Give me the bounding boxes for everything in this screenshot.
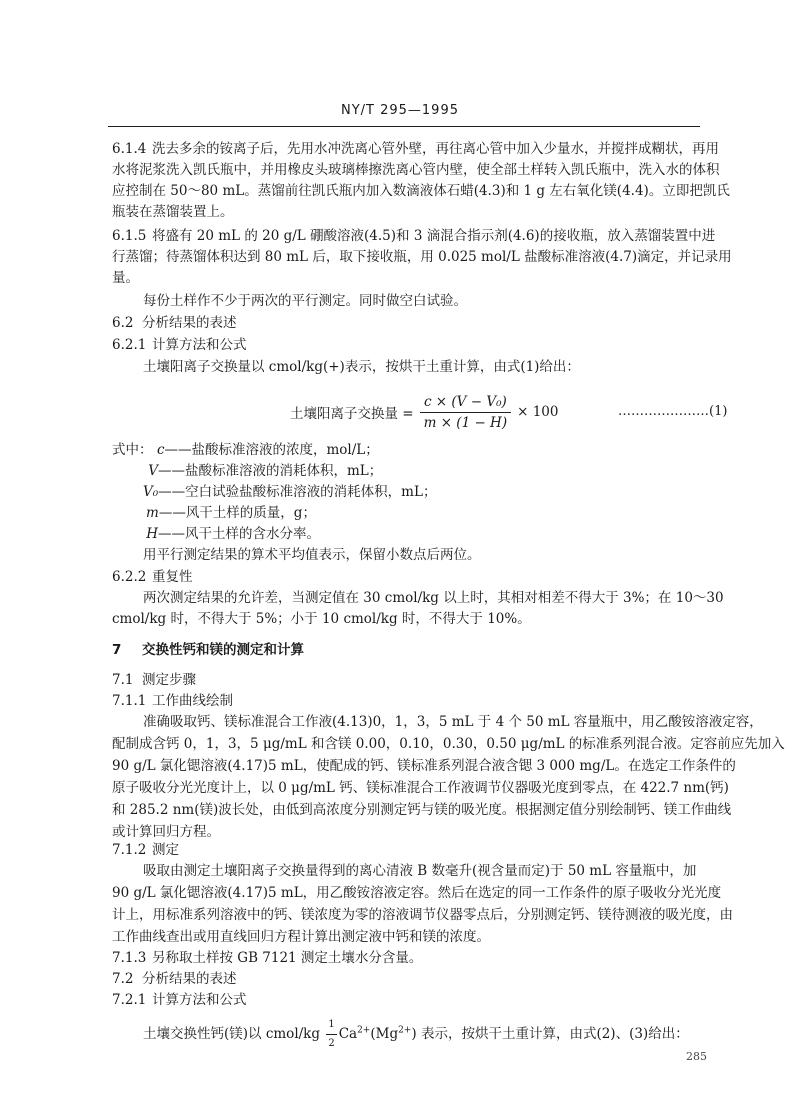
section-7-1-3 (112, 949, 422, 967)
section-7-heading (112, 641, 304, 659)
section-title: 计算方法和公式 (152, 992, 247, 1008)
para-7-1-1-line5: 和 285.2 nm(镁)波长处，由低到高浓度分别测定钙与镁的吸光度。根据测定值分别绘制钙、镁工作曲线 (112, 802, 732, 818)
def-text: ——盐酸标准溶液的浓度，mol/L； (164, 442, 379, 458)
formula-1 (290, 392, 558, 432)
section-number: 7.2.1 (112, 992, 147, 1008)
section-number: 7.1 (112, 672, 134, 688)
para-7-1-1-line4: 原子吸收分光光度计上，以 0 μg/mL 钙、镁标准混合工作液调节仪器吸光度到零点，在 422.7 nm(钙) (112, 780, 729, 796)
half-denominator: 2 (328, 1038, 335, 1049)
section-title: 分析结果的表述 (142, 315, 237, 331)
def-text: ——风干土样的质量，g； (158, 505, 316, 521)
section-title: 测定 (152, 842, 179, 858)
section-7-2-1-heading (112, 991, 247, 1009)
para-6-1-4-line1 (112, 140, 719, 158)
calcium-charge: 2+ (357, 1025, 371, 1036)
section-7-2-heading (112, 970, 237, 988)
para-7-1-1-line6: 或计算回归方程。 (112, 824, 220, 840)
formula-lhs: 土壤阳离子交换量 = (290, 406, 414, 422)
def-text: ——盐酸标准溶液的消耗体积，mL； (158, 463, 383, 479)
formula-tail: × 100 (517, 404, 559, 420)
section-number: 7 (112, 642, 122, 658)
section-7-1-2-heading (112, 841, 179, 859)
section-number: 7.1.1 (112, 693, 147, 709)
def-H (146, 525, 320, 543)
para-6-1-5-line1 (112, 227, 715, 245)
section-title: 重复性 (152, 569, 193, 585)
formula-denominator: m × (1 − H) (423, 414, 508, 431)
para-7-1-2-line2: 90 g/L 氯化锶溶液(4.17)5 mL，用乙酸铵溶液定容。然后在选定的同一工作条件的原子吸收分光光度 (112, 885, 722, 901)
section-6-2-2-heading (112, 568, 193, 586)
section-7-1-1-heading (112, 692, 233, 710)
section-title: 计算方法和公式 (152, 337, 247, 353)
def-text: ——空白试验盐酸标准溶液的消耗体积，mL； (158, 484, 437, 500)
section-title: 测定步骤 (142, 672, 196, 688)
para-text: 将盛有 20 mL 的 20 g/L 硼酸溶液(4.5)和 3 滴混合指示剂(4.6)的接收瓶，放入蒸馏装置中进 (152, 228, 716, 244)
calcium-symbol: Ca (338, 1026, 358, 1042)
para-6-1-5-line3: 量。 (112, 270, 139, 286)
para-6-2-1-body: 土壤阳离子交换量以 cmol/kg(+)表示，按烘干土重计算，由式(1)给出： (143, 359, 580, 375)
section-text: 另称取土样按 GB 7121 测定土壤水分含量。 (152, 950, 423, 966)
para-7-2-1-body (143, 1016, 689, 1053)
magnesium-close: ) (411, 1026, 417, 1042)
def-text: ——风干土样的含水分率。 (158, 526, 320, 542)
def-c (112, 441, 379, 459)
section-number: 6.2.2 (112, 569, 147, 585)
section-number: 6.2 (112, 315, 134, 331)
average-note: 用平行测定结果的算术平均值表示，保留小数点后两位。 (143, 547, 481, 563)
para-6-2-2-line1: 两次测定结果的允许差，当测定值在 30 cmol/kg 以上时，其相对相差不得大于 3%；在 10～30 (143, 590, 724, 606)
def-V (146, 462, 382, 480)
def-m (146, 504, 316, 522)
def-symbol: m (146, 505, 159, 521)
equation-number-1: …………………(1) (618, 404, 728, 419)
para-7-1-2-line4: 工作曲线查出或用直线回归方程计算出测定液中钙和镁的浓度。 (112, 929, 490, 945)
para-7-1-2-line1: 吸取由测定土壤阳离子交换量得到的离心清液 B 数毫升(视含量而定)于 50 mL 容量瓶中，加 (143, 863, 697, 879)
half-fraction (326, 1016, 336, 1053)
def-symbol: H (146, 526, 158, 542)
where-label: 式中： (112, 442, 153, 458)
para-6-1-4-line2: 水将泥浆洗入凯氏瓶中，并用橡皮头玻璃棒擦洗离心管内壁，使全部土样转入凯氏瓶中，洗入水的体积 (112, 162, 720, 178)
def-symbol: c (156, 442, 165, 458)
section-title: 交换性钙和镁的测定和计算 (142, 642, 304, 658)
para-6-1-4-line4: 瓶装在蒸馏装置上。 (112, 204, 234, 220)
formula-numerator: c × (V − V₀) (420, 394, 511, 413)
body-prefix: 土壤交换性钙(镁)以 cmol/kg (143, 1026, 321, 1042)
para-7-1-2-line3: 计上，用标准系列溶液中的钙、镁浓度为零的溶液调节仪器零点后，分别测定钙、镁待测液的吸光度，由 (112, 907, 733, 923)
section-number: 6.1.4 (112, 141, 147, 157)
section-number: 6.1.5 (112, 228, 147, 244)
parallel-test-note: 每份土样作不少于两次的平行测定。同时做空白试验。 (143, 293, 467, 309)
para-6-2-2-line2: cmol/kg 时，不得大于 5%；小于 10 cmol/kg 时，不得大于 10%。 (112, 611, 531, 627)
section-number: 6.2.1 (112, 337, 147, 353)
half-numerator: 1 (326, 1016, 336, 1035)
para-7-1-1-line1: 准确吸取钙、镁标准混合工作液(4.13)0，1，3，5 mL 于 4 个 50 mL 容量瓶中，用乙酸铵溶液定容， (143, 714, 763, 730)
para-text: 洗去多余的铵离子后，先用水冲洗离心管外壁，再往离心管中加入少量水，并搅拌成糊状，再用 (152, 141, 719, 157)
section-number: 7.2 (112, 971, 134, 987)
standard-code-header: NY/T 295—1995 (340, 103, 459, 118)
section-number: 7.1.2 (112, 842, 147, 858)
body-suffix: 表示，按烘干土重计算，由式(2)、(3)给出： (420, 1026, 689, 1042)
def-symbol: V (148, 463, 158, 479)
section-number: 7.1.3 (112, 950, 147, 966)
page-number: 285 (686, 1050, 707, 1063)
magnesium-symbol: (Mg (370, 1026, 399, 1042)
section-6-2-heading (112, 314, 237, 332)
para-7-1-1-line2: 配制成含钙 0，1，3，5 μg/mL 和含镁 0.00，0.10，0.30，0.50 μg/mL 的标准系列混合液。定容前应先加入 (112, 736, 785, 752)
para-6-1-4-line3: 应控制在 50～80 mL。蒸馏前往凯氏瓶内加入数滴液体石蜡(4.3)和 1 g 左右氧化镁(4.4)。立即把凯氏 (112, 183, 730, 199)
formula-fraction (420, 394, 512, 431)
para-7-1-1-line3: 90 g/L 氯化锶溶液(4.17)5 mL，使配成的钙、镁标准系列混合液含锶 3 000 mg/L。在选定工作条件的 (112, 758, 736, 774)
para-6-1-5-line2: 行蒸馏；待蒸馏体积达到 80 mL 后，取下接收瓶，用 0.025 mol/L 盐酸标准溶液(4.7)滴定，并记录用 (112, 249, 732, 265)
section-title: 工作曲线绘制 (152, 693, 233, 709)
def-V0 (143, 483, 436, 501)
header-rule (108, 126, 700, 127)
section-6-2-1-heading (112, 336, 247, 354)
section-7-1-heading (112, 671, 196, 689)
magnesium-charge: 2+ (398, 1025, 412, 1036)
def-symbol: V₀ (143, 484, 159, 500)
section-title: 分析结果的表述 (142, 971, 237, 987)
